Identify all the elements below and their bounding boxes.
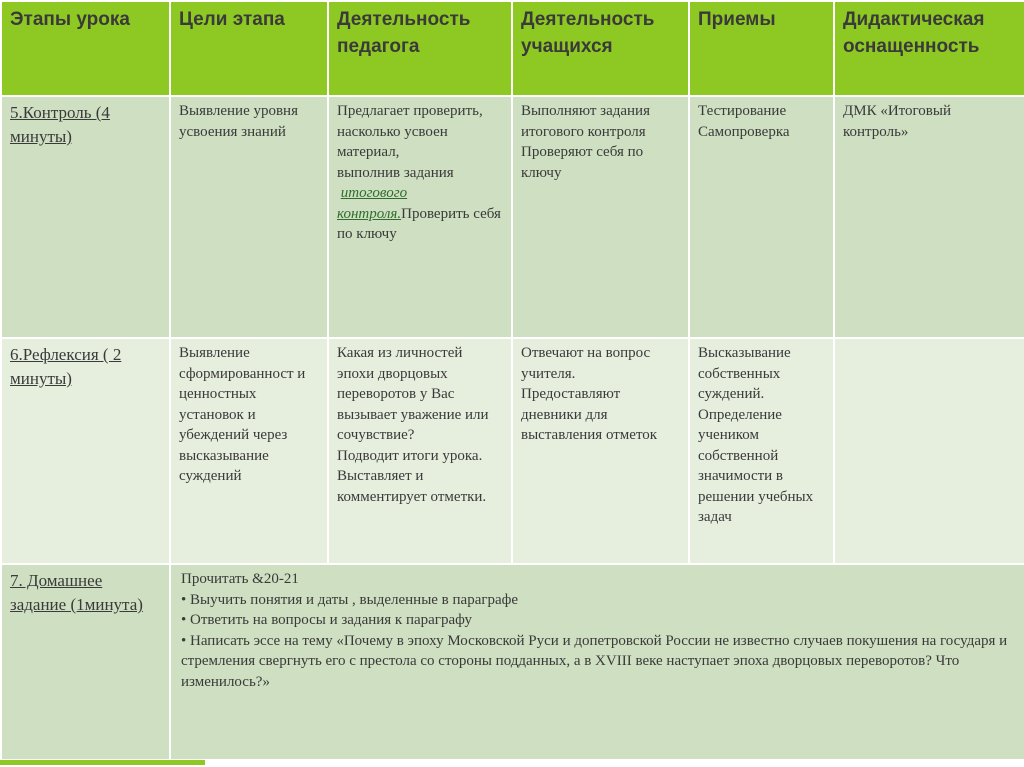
teacher-control-text-1: Предлагает проверить, насколько усвоен материал, bbox=[337, 103, 483, 160]
homework-line-learn: • Выучить понятия и даты , выделенные в параграфе bbox=[181, 591, 519, 608]
final-control-link[interactable]: итогового контроля. bbox=[337, 185, 408, 222]
table-row-homework bbox=[1, 564, 1024, 760]
table-row-control bbox=[1, 96, 1024, 338]
students-reflection-text-1: Отвечают на вопрос учителя. bbox=[521, 345, 651, 382]
stage-control-link[interactable]: 5.Контроль (4 минуты) bbox=[1, 96, 170, 338]
teacher-control-text-4: Проверить себя по ключу bbox=[337, 205, 501, 242]
homework-line-read: Прочитать &20-21 bbox=[181, 571, 299, 587]
header-student-activity: Деятельность учащихся bbox=[512, 1, 689, 96]
stage-reflection-link[interactable]: 6.Рефлексия ( 2 минуты) bbox=[1, 338, 170, 564]
students-reflection bbox=[512, 338, 689, 564]
methods-reflection bbox=[689, 338, 834, 564]
header-methods: Приемы bbox=[689, 1, 834, 96]
header-row bbox=[1, 1, 1024, 96]
teacher-reflection-text-3: Выставляет и комментирует отметки. bbox=[337, 468, 487, 505]
homework-line-essay: • Написать эссе на тему «Почему в эпоху Московской Руси и допетровской России не известно случаев покушения на государя и стремления свергнуть его с престола со стороны подданных, а в XVIII веке наступает эпоха дворцовых переворотов? Что изменилось?» bbox=[181, 632, 1008, 690]
goal-reflection: Выявление сформированност и ценностных установок и убеждений через высказывание суждений bbox=[170, 338, 328, 564]
homework-line-answer: • Ответить на вопросы и задания к параграфу bbox=[181, 612, 472, 628]
equipment-control: ДМК «Итоговый контроль» bbox=[834, 96, 1024, 338]
students-reflection-text-2: Предоставляют дневники для выставления отметок bbox=[521, 386, 658, 443]
methods-control: Тестирование Самопроверка bbox=[689, 96, 834, 338]
teacher-control-text-3 bbox=[337, 183, 503, 245]
teacher-reflection bbox=[328, 338, 512, 564]
header-teacher-activity: Деятельность педагога bbox=[328, 1, 512, 96]
slide-accent-bar bbox=[0, 760, 205, 765]
stage-homework-link[interactable]: 7. Домашнее задание (1минута) bbox=[1, 564, 170, 760]
equipment-reflection bbox=[834, 338, 1024, 564]
methods-reflection-text-2: Определение учеником собственной значимости в решении учебных задач bbox=[698, 406, 814, 525]
header-equipment: Дидактическая оснащенность bbox=[834, 1, 1024, 96]
teacher-control bbox=[328, 96, 512, 338]
teacher-reflection-text-2: Подводит итоги урока. bbox=[337, 447, 483, 464]
students-control: Выполняют задания итогового контроля Проверяют себя по ключу bbox=[512, 96, 689, 338]
table-row-reflection bbox=[1, 338, 1024, 564]
teacher-control-text-2: выполнив задания bbox=[337, 164, 454, 181]
header-goals: Цели этапа bbox=[170, 1, 328, 96]
teacher-reflection-text-1: Какая из личностей эпохи дворцовых переворотов у Вас вызывает уважение или сочувствие? bbox=[337, 345, 489, 443]
methods-reflection-text-1: Высказывание собственных суждений. bbox=[698, 345, 791, 402]
header-stages: Этапы урока bbox=[1, 1, 170, 96]
goal-control: Выявление уровня усвоения знаний bbox=[170, 96, 328, 338]
homework-content bbox=[170, 564, 1024, 760]
